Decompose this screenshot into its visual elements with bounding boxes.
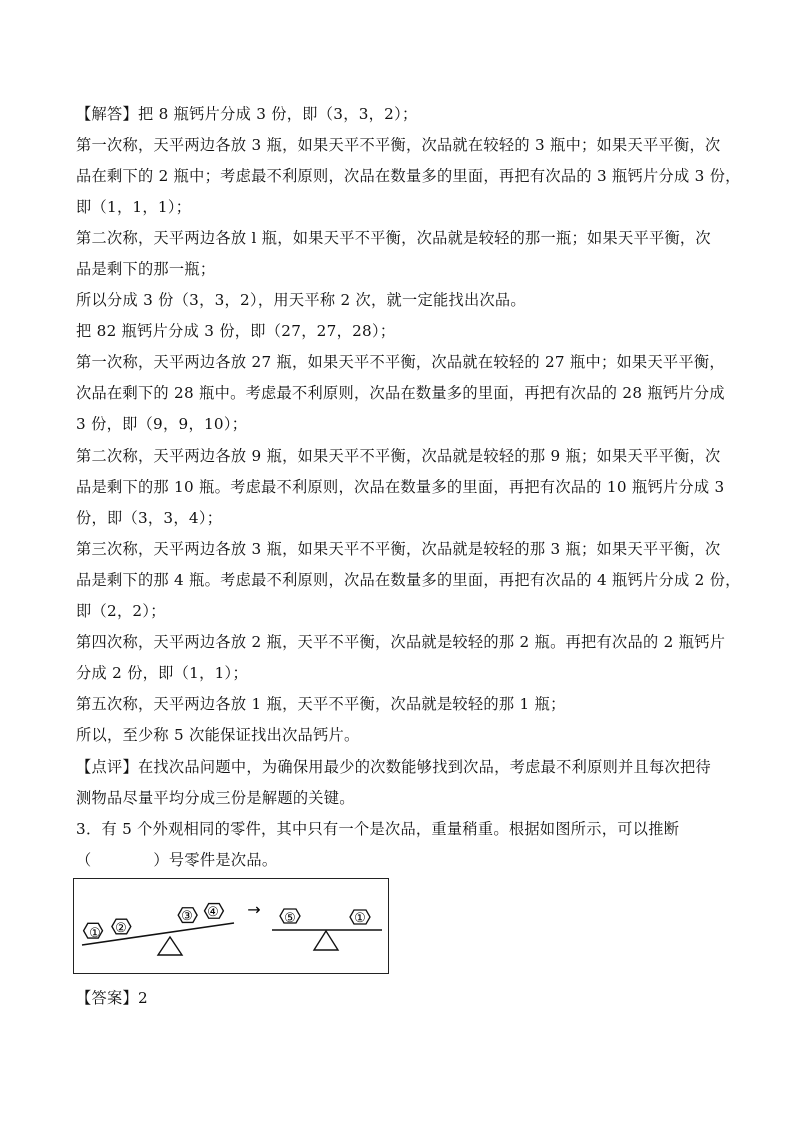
part-hex-4 <box>205 904 224 920</box>
text-line: 第一次称，天平两边各放 3 瓶，如果天平不平衡，次品就在较轻的 3 瓶中；如果天平平衡，次 <box>76 136 721 154</box>
text-line: 第三次称，天平两边各放 3 瓶，如果天平不平衡，次品就是较轻的那 3 瓶；如果天平平衡，次 <box>76 540 721 558</box>
text-line: 即（2，2）； <box>76 602 166 620</box>
balance-figure <box>73 878 389 974</box>
text-line: 品是剩下的那 4 瓶。考虑最不利原则，次品在数量多的里面，再把有次品的 4 瓶钙片分成 2 份， <box>76 571 741 589</box>
question-blank-line: （ ）号零件是次品。 <box>76 851 278 869</box>
part-hex-3 <box>178 908 197 924</box>
answer-text: 【答案】2 <box>76 989 148 1007</box>
part-hex-1-second <box>350 910 370 926</box>
text-line: 【解答】把 8 瓶钙片分成 3 份，即（3，3，2）； <box>76 105 418 123</box>
text-line: 所以，至少称 5 次能保证找出次品钙片。 <box>76 726 360 744</box>
text-line: 【点评】在找次品问题中，为确保用最少的次数能够找到次品，考虑最不利原则并且每次把待 <box>76 758 711 776</box>
text-line: 份，即（3，3，4）； <box>76 509 223 527</box>
fulcrum-right <box>314 931 338 950</box>
text-line: 品是剩下的那一瓶； <box>76 260 216 278</box>
part-hex-1 <box>84 923 103 941</box>
text-line: 品在剩下的 2 瓶中；考虑最不利原则，次品在数量多的里面，再把有次品的 3 瓶钙片分成 3 份， <box>76 167 741 185</box>
part-hex-5 <box>280 909 300 926</box>
text-line: 即（1，1，1）； <box>76 198 192 216</box>
svg-text:⑤: ⑤ <box>284 911 296 926</box>
text-line: 第四次称，天平两边各放 2 瓶，天平不平衡，次品就是较轻的那 2 瓶。再把有次品的 2 瓶钙片 <box>76 633 726 651</box>
balance-diagram <box>74 879 390 975</box>
tilted-beam <box>82 923 234 945</box>
svg-text:①: ① <box>354 911 366 926</box>
svg-text:③: ③ <box>181 909 193 924</box>
fulcrum-left <box>158 937 182 955</box>
svg-text:②: ② <box>115 921 127 936</box>
text-line: 第二次称，天平两边各放 9 瓶，如果天平不平衡，次品就是较轻的那 9 瓶；如果天平平衡，次 <box>76 447 721 465</box>
text-line: 第五次称，天平两边各放 1 瓶，天平不平衡，次品就是较轻的那 1 瓶； <box>76 695 566 713</box>
svg-text:④: ④ <box>207 905 219 920</box>
text-line: 第二次称，天平两边各放 l 瓶，如果天平不平衡，次品就是较轻的那一瓶；如果天平平衡，次 <box>76 229 711 247</box>
text-line: 测物品尽量平均分成三份是解题的关键。 <box>76 789 355 807</box>
text-line: 分成 2 份，即（1，1）； <box>76 664 248 682</box>
text-line: 品是剩下的那 10 瓶。考虑最不利原则，次品在数量多的里面，再把有次品的 10 瓶钙片分成 3 <box>76 478 725 496</box>
part-hex-2 <box>112 919 131 936</box>
arrow-icon: → <box>247 900 261 919</box>
text-line: 第一次称，天平两边各放 27 瓶，如果天平不平衡，次品就在较轻的 27 瓶中；如果天平平衡， <box>76 353 725 371</box>
text-line: 把 82 瓶钙片分成 3 份，即（27，27，28）； <box>76 322 396 340</box>
question-text: 3．有 5 个外观相同的零件，其中只有一个是次品，重量稍重。根据如图所示，可以推断 <box>76 820 680 838</box>
text-line: 次品在剩下的 28 瓶中。考虑最不利原则，次品在数量多的里面，再把有次品的 28 瓶钙片分成 <box>76 384 725 402</box>
svg-text:①: ① <box>89 926 101 941</box>
text-line: 3 份，即（9，9，10）； <box>76 415 248 433</box>
text-line: 所以分成 3 份（3，3，2），用天平称 2 次，就一定能找出次品。 <box>76 291 526 309</box>
